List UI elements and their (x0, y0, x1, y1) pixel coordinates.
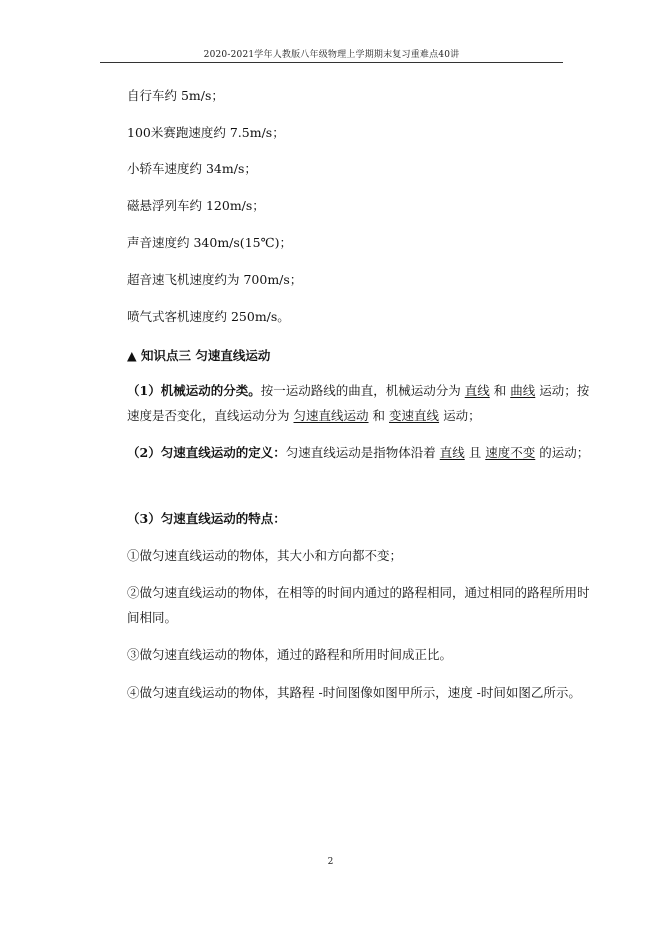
list-item: ③做匀速直线运动的物体，通过的路程和所用时间成正比。 (127, 647, 453, 662)
paragraph-characteristics (100, 506, 590, 531)
answer-blank: 速度不变 (485, 445, 536, 460)
paragraph-label: （3）匀速直线运动的特点： (127, 511, 286, 526)
speed-item-car: 小轿车速度约 34m/s； (127, 161, 257, 176)
answer-blank: 变速直线 (389, 408, 440, 423)
answer-blank: 直线 (439, 445, 465, 460)
paragraph-definition (100, 440, 590, 465)
section-title: 知识点三 匀速直线运动 (140, 348, 271, 363)
answer-blank: 曲线 (510, 383, 536, 398)
speed-item-jet-airliner: 喷气式客机速度约 250m/s。 (127, 309, 290, 324)
text-span: 且 (468, 445, 482, 460)
text-span: 运动； (443, 408, 481, 423)
text-span: 按一运动路线的曲直，机械运动分为 (260, 383, 461, 398)
header-divider (100, 62, 563, 63)
speed-item-sound: 声音速度约 340m/s(15℃)； (127, 235, 292, 250)
page-header: 2020-2021学年人教版八年级物理上学期期末复习重难点40讲 (203, 50, 460, 60)
section-heading (127, 346, 270, 364)
speed-item-100m-sprint: 100米赛跑速度约 7.5m/s； (127, 125, 285, 140)
speed-item-maglev: 磁悬浮列车约 120m/s； (127, 198, 265, 213)
list-item: ①做匀速直线运动的物体，其大小和方向都不变； (127, 548, 403, 563)
answer-blank: 匀速直线运动 (293, 408, 369, 423)
text-span: 匀速直线运动是指物体沿着 (285, 445, 436, 460)
text-span: 的运动； (539, 445, 590, 460)
list-item: ④做匀速直线运动的物体，其路程 -时间图像如图甲所示，速度 -时间如图乙所示。 (127, 685, 581, 700)
list-item: ②做匀速直线运动的物体，在相等的时间内通过的路程相同，通过相同的路程所用时间相同。 (127, 585, 590, 625)
text-span: 和 (372, 408, 386, 423)
speed-item-supersonic-plane: 超音速飞机速度约为 700m/s； (127, 272, 303, 287)
triangle-icon: ▲ (127, 348, 137, 363)
paragraph-label: （1）机械运动的分类。 (127, 383, 261, 398)
page-number: 2 (327, 857, 334, 867)
paragraph-classification (100, 378, 590, 428)
paragraph-label: （2）匀速直线运动的定义： (127, 445, 286, 460)
answer-blank: 直线 (464, 383, 490, 398)
text-span: 和 (493, 383, 507, 398)
text-span: 运动；按速度是否变化，直线运动分为 (127, 383, 590, 423)
speed-item-bicycle: 自行车约 5m/s； (127, 88, 224, 103)
